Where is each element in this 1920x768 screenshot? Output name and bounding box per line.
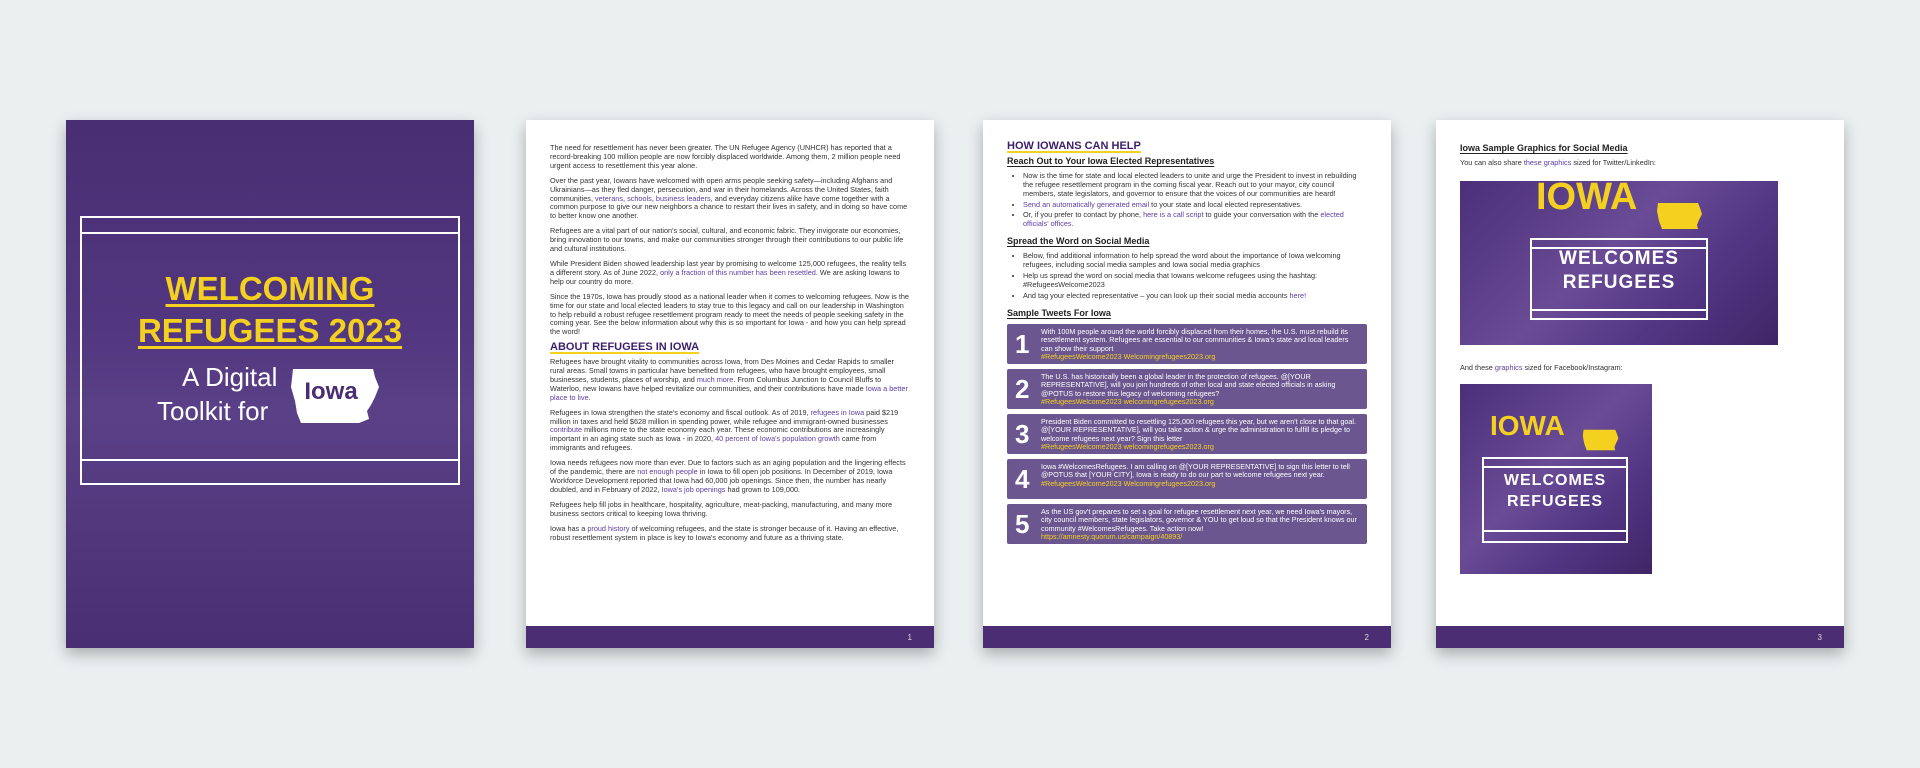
graphic-line2: REFUGEES <box>1506 493 1603 510</box>
tweet-card-1: 1 With 100M people around the world forcibly displaced from their homes, the U.S. must rebuild its resettlement system. Refugees are essential to our communities & Iowa's state and local leaders can show their support #RefugeesWelcome2023 Welcomingrefugees2023.org <box>1007 324 1367 364</box>
page-1 <box>526 120 934 648</box>
iowa-state-shape-icon <box>1582 428 1620 452</box>
link-better-place[interactable]: Iowa a better place to live <box>550 383 908 402</box>
p1-para1: The need for resettlement has never been greater. The UN Refugee Agency (UNHCR) has reported that a record-breaking 100 million people are now forcibly displaced worldwide. Among them, 2 million people need urgent access to resettlement this year alone. <box>550 143 901 170</box>
p3-heading: Iowa Sample Graphics for Social Media <box>1460 143 1628 153</box>
link-proud-history[interactable]: proud history <box>587 523 630 533</box>
p1-para7: Refugees in Iowa strengthen the state's economy and fiscal outlook. As of 2019, refugees in Iowa paid $219 million in taxes and held $628 million in spending power, while refugee and immigrant-owned businesses contribute millions more to the state economy each year. These economic contributions are increasingly important in an aging state such as Iowa - in 2020, 40 percent of Iowa's population growth came from immigrants and refugees. <box>550 407 899 453</box>
p1-para5: Since the 1970s, Iowa has proudly stood as a national leader when it comes to welcoming refugees. Now is the time for our state and local elected leaders to stay true to this legacy and call on our leadership in Washington to help rebuild a robust refugee resettlement program ready to meet the needs of people seeking safety in the coming year. See the below information about why this is so important for Iowa - and how you can help spread the word! <box>550 291 909 337</box>
link-population-growth[interactable]: 40 percent of Iowa's population growth <box>715 434 840 444</box>
p1-heading: ABOUT REFUGEES IN IOWA <box>550 341 700 354</box>
link-much-more[interactable]: much more <box>696 374 734 384</box>
tweet-card-5: 5 As the US gov't prepares to set a goal for refugee resettlement next year, we need Iowa's mayors, city council members, state legislators, governor & YOU to get loud so that the President knows our community #WelcomesRefugees. Take action now! https://amnesty.quorum.us/campaign/40893/ <box>1007 504 1367 544</box>
p1-para2: Over the past year, Iowans have welcomed with open arms people seeking safety—including Afghans and Ukrainians—as they fled danger, persecution, and war in their homelands. Across the United States, faith communities, veterans, schools, business leaders, and everyday citizens alike have come together with a common purpose to give our new neighbors a chance to restart their lives in safety, and in doing so have come to better know one another. <box>550 175 908 221</box>
list-item: • Now is the time for state and local elected leaders to unite and urge the President to invest in rebuilding the refugee resettlement program in the coming fiscal year. Reach out to your mayor, city council members, state legislators, and governor to ensure that the voices of our communities are heard! <box>1023 172 1367 199</box>
p1-para9: Refugees help fill jobs in healthcare, hospitality, agriculture, meat-packing, manufacturing, and many more business sectors critical to keeping Iowa thriving. <box>550 499 893 518</box>
link-here[interactable]: here! <box>1289 290 1307 300</box>
graphic-line1: WELCOMES <box>1559 248 1679 269</box>
link-resettled-fraction[interactable]: only a fraction of this number has been resettled <box>660 267 816 277</box>
tweet-card-2: 2 The U.S. has historically been a global leader in the protection of refugees. @[YOUR REPRESENTATIVE], will you join hundreds of other local and state elected officials in asking @POTUS to restore this legacy of welcoming refugees? #RefugeesWelcome2023 welcomingrefugees2023.org <box>1007 369 1367 409</box>
link-refugees-in-iowa[interactable]: refugees in Iowa <box>810 407 865 417</box>
page-number: 1 <box>907 633 912 643</box>
tweet-card-3: 3 President Biden committed to resettling 125,000 refugees this year, but we aren't close to that goal. @[YOUR REPRESENTATIVE], will you take action & urge the administration to fulfill its pledge to welcome refugees next year? Sign this letter #RefugeesWelcome2023 welcomingrefugees2023.org <box>1007 414 1367 454</box>
list-item: • Below, find additional information to help spread the word about the importance of Iowa welcoming refugees, including social media samples and Iowa social media graphics <box>1023 252 1367 270</box>
cover-title-line2: REFUGEES 2023 <box>137 312 403 349</box>
link-veterans[interactable]: veterans <box>595 193 624 203</box>
p1-para10: Iowa has a proud history of welcoming refugees, and the state is stronger because of it. Having an effective, robust resettlement system in place is key to Iowa's economy and future as a thriving state. <box>550 523 899 542</box>
p1-para4: While President Biden showed leadership last year by promising to welcome 125,000 refugees, the reality tells a different story. As of June 2022, only a fraction of this number has been resettled. We are asking Iowans to help our country do more. <box>550 258 907 286</box>
graphic-twitter <box>1460 176 1778 345</box>
list-item: • And tag your elected representative – you can look up their social media accounts here! <box>1023 292 1367 301</box>
cover-title-line1: WELCOMING <box>165 270 375 307</box>
page-footer <box>983 626 1391 648</box>
p1-para8: Iowa needs refugees now more than ever. Due to factors such as an aging population and the lingering effects of the pandemic, there are not enough people in Iowa to fill open job positions. In December of 2019, Iowa Workforce Development reported that Iowa had 60,000 job openings. Since then, the number has nearly doubled, and in February of 2022, Iowa's job openings had grown to 109,000. <box>550 458 906 494</box>
p2-sub-social: Spread the Word on Social Media <box>1007 236 1150 247</box>
link-business-leaders[interactable]: business leaders <box>655 193 711 203</box>
list-item: • Or, if you prefer to contact by phone, here is a call script to guide your conversation with the elected officials' offices. <box>1023 211 1367 229</box>
p2-heading: HOW IOWANS CAN HELP <box>1007 140 1141 152</box>
p2-sub-tweets: Sample Tweets For Iowa <box>1007 307 1111 318</box>
graphic-state-label: IOWA <box>1536 176 1638 218</box>
page-footer <box>1436 626 1844 648</box>
campaign-link[interactable]: https://amnesty.quorum.us/campaign/40893/ <box>1041 532 1183 542</box>
link-schools[interactable]: schools <box>627 193 652 203</box>
tweet-card-4: 4 Iowa #WelcomesRefugees. I am calling on @[YOUR REPRESENTATIVE] to sign this letter to tell @POTUS that [YOUR CITY], Iowa is ready to do our part to welcome refugees next year. #RefugeesWelcome2023 Welcomingrefugees2023.org <box>1007 459 1367 499</box>
link-graphics[interactable]: graphics <box>1494 363 1523 372</box>
list-item: • Send an automatically generated email to your state and local elected representatives. <box>1023 201 1367 210</box>
link-these-graphics[interactable]: these graphics <box>1523 157 1572 167</box>
list-item: • Help us spread the word on social media that Iowans welcome refugees using the hashtag: #RefugeesWelcome2023 <box>1023 272 1367 290</box>
graphic-facebook <box>1460 384 1652 574</box>
cover-subtitle-line1: A Digital <box>182 362 278 392</box>
page-number: 3 <box>1817 633 1822 643</box>
p2-social-list <box>1007 252 1367 301</box>
p3-intro-facebook: And these graphics sized for Facebook/Instagram: <box>1460 363 1623 372</box>
graphic-line1: WELCOMES <box>1503 472 1607 489</box>
page-3 <box>1436 120 1844 648</box>
page-2 <box>983 120 1391 648</box>
link-officials-offices[interactable]: elected officials' offices <box>1023 210 1344 229</box>
p1-para3: Refugees are a vital part of our nation's social, cultural, and economic fabric. They invigorate our economies, bring innovation to our towns, and make our communities stronger through their contributions to our public life and cultural institutions. <box>550 226 904 254</box>
link-contribute[interactable]: contribute <box>550 425 583 435</box>
link-send-email[interactable]: Send an automatically generated email <box>1023 199 1150 209</box>
p2-reach-out-list <box>1007 172 1367 229</box>
p3-intro-twitter: You can also share these graphics sized for Twitter/LinkedIn: <box>1460 157 1656 167</box>
page-footer <box>526 626 934 648</box>
graphic-line2: REFUGEES <box>1562 272 1676 293</box>
link-call-script[interactable]: here is a call script <box>1143 210 1204 220</box>
link-job-openings[interactable]: Iowa's job openings <box>661 484 726 494</box>
graphic-state-label: IOWA <box>1490 410 1565 441</box>
cover-state-label: Iowa <box>304 378 358 405</box>
p2-sub-reach-out: Reach Out to Your Iowa Elected Representatives <box>1007 155 1215 166</box>
iowa-state-shape-icon <box>1656 201 1704 231</box>
page-number: 2 <box>1364 633 1369 643</box>
cover-page <box>66 120 474 648</box>
p1-para6: Refugees have brought vitality to communities across Iowa, from Des Moines and Cedar Rapids to smaller rural areas. Small towns in particular have benefited from refugees, who have brought employees, small businesses, students, places of worship, and much more. From Columbus Junction to Council Bluffs to Waterloo, new Iowans have helped revitalize our communities, and their contributions have made Iowa a better place to live. <box>550 357 908 402</box>
cover-subtitle-line2: Toolkit for <box>157 396 269 426</box>
link-not-enough-people[interactable]: not enough people <box>637 467 698 477</box>
